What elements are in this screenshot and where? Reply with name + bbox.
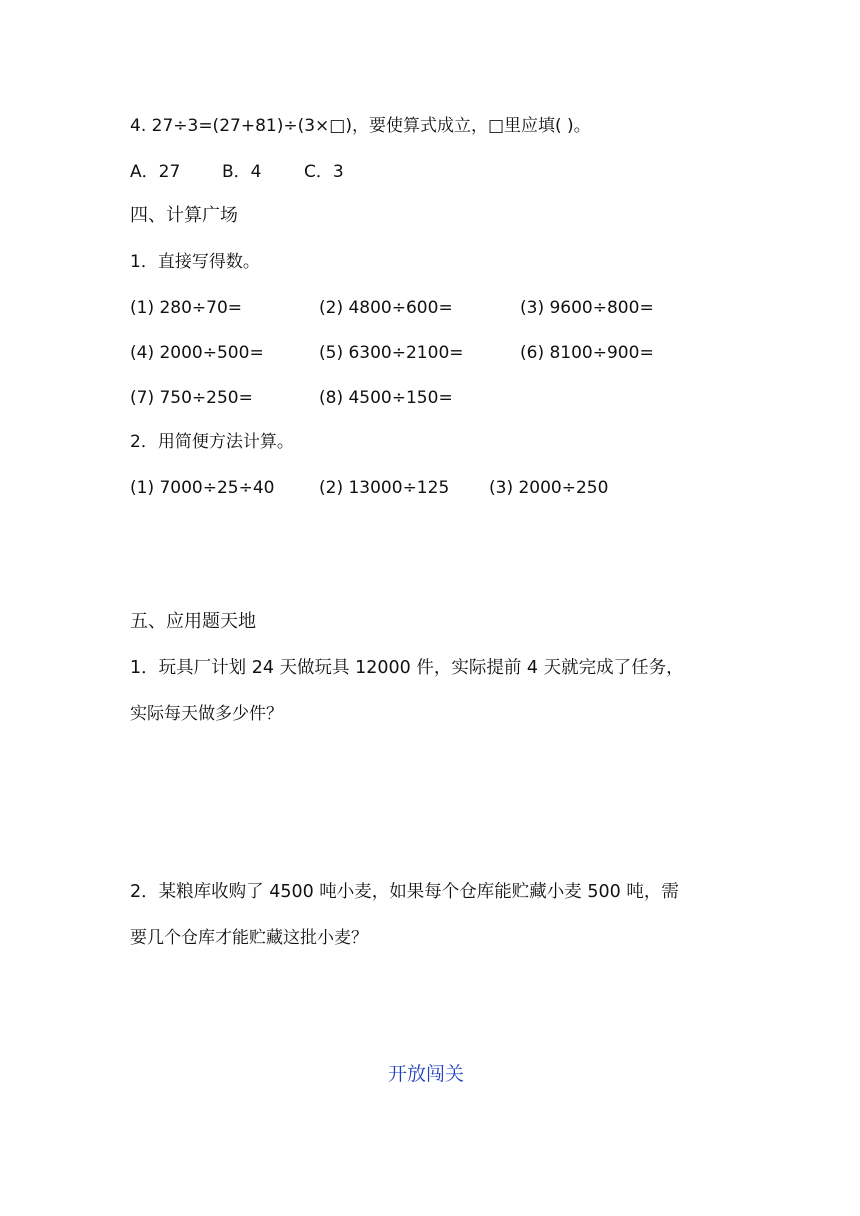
word-problem-1-line2: 实际每天做多少件？ bbox=[130, 704, 283, 724]
calc-item: (2) 4800÷600= bbox=[319, 298, 453, 318]
simplify-item: (3) 2000÷250 bbox=[489, 478, 609, 498]
q4-option-b: B．4 bbox=[222, 162, 262, 182]
section4-p1-title: 1．直接写得数。 bbox=[130, 252, 260, 272]
section4-title: 四、计算广场 bbox=[130, 205, 238, 226]
open-challenge-heading: 开放闯关 bbox=[388, 1063, 465, 1085]
q4-option-a: A．27 bbox=[130, 162, 181, 182]
calc-item: (1) 280÷70= bbox=[130, 298, 243, 318]
calc-item: (6) 8100÷900= bbox=[520, 343, 654, 363]
q4-stem: 4. 27÷3=(27+81)÷(3×□)，要使算式成立，□里应填( )。 bbox=[130, 116, 591, 136]
calc-item: (7) 750÷250= bbox=[130, 388, 253, 408]
calc-item: (5) 6300÷2100= bbox=[319, 343, 464, 363]
section5-title: 五、应用题天地 bbox=[130, 611, 256, 632]
calc-item: (8) 4500÷150= bbox=[319, 388, 453, 408]
word-problem-2-line1: 2．某粮库收购了 4500 吨小麦，如果每个仓库能贮藏小麦 500 吨，需 bbox=[130, 882, 679, 902]
word-problem-1-line1: 1．玩具厂计划 24 天做玩具 12000 件，实际提前 4 天就完成了任务， bbox=[130, 658, 684, 678]
calc-item: (4) 2000÷500= bbox=[130, 343, 264, 363]
simplify-item: (1) 7000÷25÷40 bbox=[130, 478, 275, 498]
word-problem-2-line2: 要几个仓库才能贮藏这批小麦？ bbox=[130, 928, 368, 948]
section4-p2-title: 2．用简便方法计算。 bbox=[130, 432, 294, 452]
calc-item: (3) 9600÷800= bbox=[520, 298, 654, 318]
simplify-item: (2) 13000÷125 bbox=[319, 478, 450, 498]
q4-option-c: C．3 bbox=[304, 162, 344, 182]
